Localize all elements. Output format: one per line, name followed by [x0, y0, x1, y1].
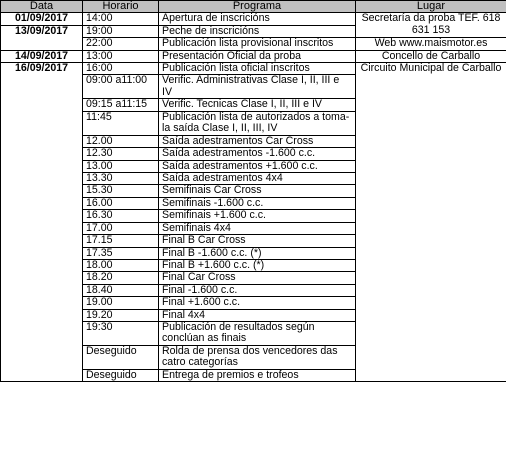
- time-cell: 16.30: [83, 210, 159, 222]
- program-cell: Verific. Tecnicas Clase I, II, III e IV: [159, 99, 356, 111]
- program-cell: Final Car Cross: [159, 272, 356, 284]
- header-date: Data: [1, 1, 83, 13]
- place-cell: Web www.maismotor.es: [356, 38, 506, 50]
- program-cell: Verific. Administrativas Clase I, II, III e IV: [159, 75, 356, 99]
- time-cell: 19.00: [83, 297, 159, 309]
- time-cell: 18.20: [83, 272, 159, 284]
- program-cell: Semifinais -1.600 c.c.: [159, 197, 356, 209]
- table-header: [1, 1, 506, 13]
- table-row: [1, 50, 506, 62]
- place-cell: Secretaría da proba TEF. 618 631 153: [356, 13, 506, 38]
- program-cell: Semifinais +1.600 c.c.: [159, 210, 356, 222]
- header-row: [1, 1, 506, 13]
- program-cell: Final B +1.600 c.c. (*): [159, 259, 356, 271]
- program-cell: Rolda de prensa dos vencedores das catro categorías: [159, 345, 356, 369]
- program-cell: Saída adestramentos 4x4: [159, 173, 356, 185]
- time-cell: 11:45: [83, 111, 159, 135]
- program-cell: Entrega de premios e trofeos: [159, 369, 356, 381]
- time-cell: 17.00: [83, 222, 159, 234]
- date-cell: 01/09/2017: [1, 13, 83, 25]
- time-cell: 12.30: [83, 148, 159, 160]
- program-cell: Saída adestramentos +1.600 c.c.: [159, 160, 356, 172]
- time-cell: 18.40: [83, 284, 159, 296]
- program-cell: Saída adestramentos -1.600 c.c.: [159, 148, 356, 160]
- date-cell: 16/09/2017: [1, 63, 83, 382]
- program-cell: Saída adestramentos Car Cross: [159, 135, 356, 147]
- table-body: [1, 13, 506, 382]
- place-cell: Concello de Carballo: [356, 50, 506, 62]
- time-cell: 13:00: [83, 50, 159, 62]
- place-cell: Circuito Municipal de Carballo: [356, 63, 506, 382]
- time-cell: 16.00: [83, 197, 159, 209]
- time-cell: 09:15 a11:15: [83, 99, 159, 111]
- program-cell: Peche de inscricións: [159, 25, 356, 37]
- time-cell: 16:00: [83, 63, 159, 75]
- time-cell: 19:30: [83, 321, 159, 345]
- time-cell: 19:00: [83, 25, 159, 37]
- header-time: Horario: [83, 1, 159, 13]
- time-cell: 22:00: [83, 38, 159, 50]
- program-cell: Final B Car Cross: [159, 235, 356, 247]
- table-row: [1, 63, 506, 75]
- program-cell: Semifinais Car Cross: [159, 185, 356, 197]
- time-cell: Deseguido: [83, 369, 159, 381]
- program-cell: Publicación lista provisional inscritos: [159, 38, 356, 50]
- program-cell: Presentación Oficial da proba: [159, 50, 356, 62]
- time-cell: 18.00: [83, 259, 159, 271]
- program-cell: Final -1.600 c.c.: [159, 284, 356, 296]
- date-cell: 14/09/2017: [1, 50, 83, 62]
- header-place: Lugar: [356, 1, 506, 13]
- time-cell: 17.35: [83, 247, 159, 259]
- table-row: [1, 13, 506, 25]
- program-cell: Publicación de resultados según conclúan as finais: [159, 321, 356, 345]
- time-cell: 13.30: [83, 173, 159, 185]
- time-cell: 19.20: [83, 309, 159, 321]
- time-cell: 13.00: [83, 160, 159, 172]
- time-cell: 12.00: [83, 135, 159, 147]
- header-program: Programa: [159, 1, 356, 13]
- time-cell: Deseguido: [83, 345, 159, 369]
- program-cell: Semifinais 4x4: [159, 222, 356, 234]
- program-cell: Publicación lista de autorizados a toma-la saída Clase I, II, III, IV: [159, 111, 356, 135]
- time-cell: 14:00: [83, 13, 159, 25]
- time-cell: 15.30: [83, 185, 159, 197]
- date-cell: 13/09/2017: [1, 25, 83, 50]
- program-cell: Final B -1.600 c.c. (*): [159, 247, 356, 259]
- program-cell: Final 4x4: [159, 309, 356, 321]
- program-cell: Final +1.600 c.c.: [159, 297, 356, 309]
- program-cell: Apertura de inscricións: [159, 13, 356, 25]
- time-cell: 17.15: [83, 235, 159, 247]
- program-cell: Publicación lista oficial inscritos: [159, 63, 356, 75]
- time-cell: 09:00 a11:00: [83, 75, 159, 99]
